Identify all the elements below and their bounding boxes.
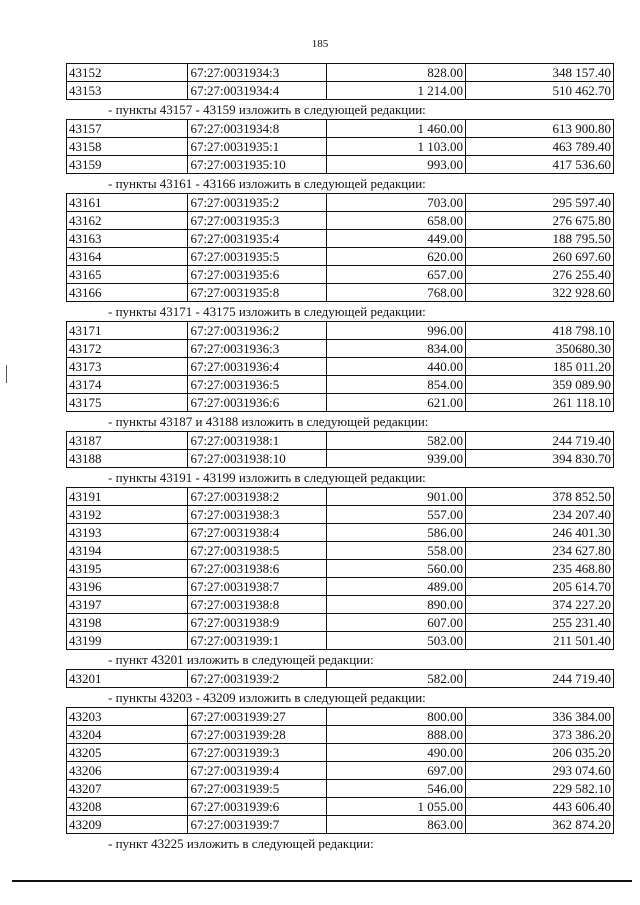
parcel-table bbox=[66, 487, 614, 650]
area-cell: 890.00 bbox=[327, 596, 466, 614]
parcel-table bbox=[66, 431, 614, 468]
area-cell: 1 055.00 bbox=[327, 798, 466, 816]
cadastral-value-cell: 373 386.20 bbox=[466, 726, 614, 744]
item-number-cell: 43172 bbox=[67, 340, 188, 358]
cadastral-number-cell: 67:27:0031936:5 bbox=[188, 376, 327, 394]
cadastral-number-cell: 67:27:0031936:2 bbox=[188, 322, 327, 340]
item-number-cell: 43164 bbox=[67, 248, 188, 266]
section-heading: - пункты 43187 и 43188 изложить в следующей редакции: bbox=[108, 414, 429, 429]
table-row bbox=[67, 358, 614, 376]
item-number-cell: 43193 bbox=[67, 524, 188, 542]
page-number: 185 bbox=[311, 38, 329, 50]
item-number-cell: 43204 bbox=[67, 726, 188, 744]
item-number-cell: 43205 bbox=[67, 744, 188, 762]
table-row bbox=[67, 614, 614, 632]
cadastral-number-cell: 67:27:0031939:4 bbox=[188, 762, 327, 780]
item-number-cell: 43191 bbox=[67, 488, 188, 506]
cadastral-value-cell: 336 384.00 bbox=[466, 708, 614, 726]
cadastral-value-cell: 613 900.80 bbox=[466, 120, 614, 138]
area-cell: 503.00 bbox=[327, 632, 466, 650]
item-number-cell: 43171 bbox=[67, 322, 188, 340]
section-heading: - пункт 43225 изложить в следующей редакции: bbox=[108, 836, 374, 851]
cadastral-value-cell: 418 798.10 bbox=[466, 322, 614, 340]
document-body bbox=[66, 63, 614, 853]
cadastral-number-cell: 67:27:0031939:27 bbox=[188, 708, 327, 726]
section-heading: - пункт 43201 изложить в следующей редакции: bbox=[108, 652, 374, 667]
cadastral-number-cell: 67:27:0031938:7 bbox=[188, 578, 327, 596]
area-cell: 901.00 bbox=[327, 488, 466, 506]
area-cell: 560.00 bbox=[327, 560, 466, 578]
area-cell: 996.00 bbox=[327, 322, 466, 340]
table-row bbox=[67, 266, 614, 284]
area-cell: 800.00 bbox=[327, 708, 466, 726]
cadastral-number-cell: 67:27:0031935:1 bbox=[188, 138, 327, 156]
table-row bbox=[67, 322, 614, 340]
cadastral-value-cell: 510 462.70 bbox=[466, 82, 614, 100]
cadastral-number-cell: 67:27:0031935:8 bbox=[188, 284, 327, 302]
table-row bbox=[67, 542, 614, 560]
table-row bbox=[67, 726, 614, 744]
area-cell: 582.00 bbox=[327, 432, 466, 450]
cadastral-value-cell: 185 011.20 bbox=[466, 358, 614, 376]
area-cell: 490.00 bbox=[327, 744, 466, 762]
table-row bbox=[67, 632, 614, 650]
table-row bbox=[67, 578, 614, 596]
table-row bbox=[67, 816, 614, 834]
cadastral-number-cell: 67:27:0031938:5 bbox=[188, 542, 327, 560]
table-row bbox=[67, 798, 614, 816]
area-cell: 621.00 bbox=[327, 394, 466, 412]
cadastral-value-cell: 348 157.40 bbox=[466, 64, 614, 82]
table-row bbox=[67, 340, 614, 358]
table-row bbox=[67, 506, 614, 524]
area-cell: 1 214.00 bbox=[327, 82, 466, 100]
footer-rule bbox=[12, 880, 632, 882]
table-row bbox=[67, 488, 614, 506]
area-cell: 1 460.00 bbox=[327, 120, 466, 138]
item-number-cell: 43196 bbox=[67, 578, 188, 596]
table-row bbox=[67, 230, 614, 248]
cadastral-value-cell: 362 874.20 bbox=[466, 816, 614, 834]
cadastral-number-cell: 67:27:0031935:10 bbox=[188, 156, 327, 174]
area-cell: 607.00 bbox=[327, 614, 466, 632]
area-cell: 489.00 bbox=[327, 578, 466, 596]
area-cell: 557.00 bbox=[327, 506, 466, 524]
item-number-cell: 43203 bbox=[67, 708, 188, 726]
cadastral-number-cell: 67:27:0031936:4 bbox=[188, 358, 327, 376]
area-cell: 854.00 bbox=[327, 376, 466, 394]
area-cell: 703.00 bbox=[327, 194, 466, 212]
parcel-table bbox=[66, 193, 614, 302]
item-number-cell: 43163 bbox=[67, 230, 188, 248]
cadastral-value-cell: 244 719.40 bbox=[466, 670, 614, 688]
area-cell: 828.00 bbox=[327, 64, 466, 82]
cadastral-number-cell: 67:27:0031939:28 bbox=[188, 726, 327, 744]
cadastral-number-cell: 67:27:0031934:8 bbox=[188, 120, 327, 138]
item-number-cell: 43152 bbox=[67, 64, 188, 82]
cadastral-number-cell: 67:27:0031938:1 bbox=[188, 432, 327, 450]
item-number-cell: 43194 bbox=[67, 542, 188, 560]
cadastral-value-cell: 350680.30 bbox=[466, 340, 614, 358]
section-heading: - пункты 43157 - 43159 изложить в следующей редакции: bbox=[108, 102, 426, 117]
cadastral-value-cell: 246 401.30 bbox=[466, 524, 614, 542]
table-row bbox=[67, 284, 614, 302]
cadastral-number-cell: 67:27:0031939:1 bbox=[188, 632, 327, 650]
item-number-cell: 43173 bbox=[67, 358, 188, 376]
cadastral-number-cell: 67:27:0031935:6 bbox=[188, 266, 327, 284]
area-cell: 768.00 bbox=[327, 284, 466, 302]
item-number-cell: 43199 bbox=[67, 632, 188, 650]
area-cell: 657.00 bbox=[327, 266, 466, 284]
cadastral-number-cell: 67:27:0031939:6 bbox=[188, 798, 327, 816]
parcel-table bbox=[66, 707, 614, 834]
item-number-cell: 43157 bbox=[67, 120, 188, 138]
cadastral-number-cell: 67:27:0031936:6 bbox=[188, 394, 327, 412]
table-row bbox=[67, 156, 614, 174]
area-cell: 888.00 bbox=[327, 726, 466, 744]
item-number-cell: 43207 bbox=[67, 780, 188, 798]
area-cell: 440.00 bbox=[327, 358, 466, 376]
section-heading: - пункты 43171 - 43175 изложить в следующей редакции: bbox=[108, 304, 426, 319]
cadastral-value-cell: 295 597.40 bbox=[466, 194, 614, 212]
item-number-cell: 43188 bbox=[67, 450, 188, 468]
item-number-cell: 43208 bbox=[67, 798, 188, 816]
area-cell: 658.00 bbox=[327, 212, 466, 230]
cadastral-value-cell: 443 606.40 bbox=[466, 798, 614, 816]
cadastral-number-cell: 67:27:0031935:5 bbox=[188, 248, 327, 266]
table-row bbox=[67, 670, 614, 688]
table-row bbox=[67, 762, 614, 780]
area-cell: 863.00 bbox=[327, 816, 466, 834]
item-number-cell: 43162 bbox=[67, 212, 188, 230]
cadastral-number-cell: 67:27:0031935:3 bbox=[188, 212, 327, 230]
cadastral-number-cell: 67:27:0031934:4 bbox=[188, 82, 327, 100]
cadastral-value-cell: 378 852.50 bbox=[466, 488, 614, 506]
cadastral-number-cell: 67:27:0031935:4 bbox=[188, 230, 327, 248]
area-cell: 558.00 bbox=[327, 542, 466, 560]
section-heading: - пункты 43203 - 43209 изложить в следующей редакции: bbox=[108, 690, 426, 705]
cadastral-number-cell: 67:27:0031936:3 bbox=[188, 340, 327, 358]
table-row bbox=[67, 248, 614, 266]
cadastral-value-cell: 205 614.70 bbox=[466, 578, 614, 596]
area-cell: 697.00 bbox=[327, 762, 466, 780]
item-number-cell: 43159 bbox=[67, 156, 188, 174]
table-row bbox=[67, 212, 614, 230]
cadastral-value-cell: 276 255.40 bbox=[466, 266, 614, 284]
item-number-cell: 43201 bbox=[67, 670, 188, 688]
cadastral-number-cell: 67:27:0031938:4 bbox=[188, 524, 327, 542]
item-number-cell: 43158 bbox=[67, 138, 188, 156]
area-cell: 449.00 bbox=[327, 230, 466, 248]
table-row bbox=[67, 596, 614, 614]
cadastral-number-cell: 67:27:0031939:3 bbox=[188, 744, 327, 762]
cadastral-value-cell: 261 118.10 bbox=[466, 394, 614, 412]
cadastral-number-cell: 67:27:0031938:6 bbox=[188, 560, 327, 578]
cadastral-value-cell: 234 627.80 bbox=[466, 542, 614, 560]
cadastral-value-cell: 206 035.20 bbox=[466, 744, 614, 762]
section-heading: - пункты 43191 - 43199 изложить в следующей редакции: bbox=[108, 470, 426, 485]
table-row bbox=[67, 780, 614, 798]
cadastral-number-cell: 67:27:0031939:2 bbox=[188, 670, 327, 688]
table-row bbox=[67, 64, 614, 82]
cadastral-value-cell: 234 207.40 bbox=[466, 506, 614, 524]
cadastral-value-cell: 276 675.80 bbox=[466, 212, 614, 230]
cadastral-value-cell: 255 231.40 bbox=[466, 614, 614, 632]
table-row bbox=[67, 394, 614, 412]
area-cell: 834.00 bbox=[327, 340, 466, 358]
item-number-cell: 43187 bbox=[67, 432, 188, 450]
cadastral-value-cell: 260 697.60 bbox=[466, 248, 614, 266]
cadastral-number-cell: 67:27:0031938:10 bbox=[188, 450, 327, 468]
table-row bbox=[67, 120, 614, 138]
cadastral-value-cell: 322 928.60 bbox=[466, 284, 614, 302]
cadastral-value-cell: 293 074.60 bbox=[466, 762, 614, 780]
cadastral-value-cell: 374 227.20 bbox=[466, 596, 614, 614]
table-row bbox=[67, 560, 614, 578]
cadastral-number-cell: 67:27:0031934:3 bbox=[188, 64, 327, 82]
cadastral-value-cell: 211 501.40 bbox=[466, 632, 614, 650]
parcel-table bbox=[66, 119, 614, 174]
item-number-cell: 43161 bbox=[67, 194, 188, 212]
item-number-cell: 43166 bbox=[67, 284, 188, 302]
table-row bbox=[67, 432, 614, 450]
table-row bbox=[67, 138, 614, 156]
cadastral-value-cell: 417 536.60 bbox=[466, 156, 614, 174]
cadastral-value-cell: 229 582.10 bbox=[466, 780, 614, 798]
section-heading: - пункты 43161 - 43166 изложить в следующей редакции: bbox=[108, 176, 426, 191]
area-cell: 993.00 bbox=[327, 156, 466, 174]
parcel-table bbox=[66, 321, 614, 412]
table-row bbox=[67, 708, 614, 726]
table-row bbox=[67, 450, 614, 468]
area-cell: 1 103.00 bbox=[327, 138, 466, 156]
parcel-table bbox=[66, 669, 614, 688]
area-cell: 546.00 bbox=[327, 780, 466, 798]
parcel-table bbox=[66, 63, 614, 100]
item-number-cell: 43175 bbox=[67, 394, 188, 412]
table-row bbox=[67, 82, 614, 100]
area-cell: 586.00 bbox=[327, 524, 466, 542]
cadastral-value-cell: 394 830.70 bbox=[466, 450, 614, 468]
cadastral-number-cell: 67:27:0031938:3 bbox=[188, 506, 327, 524]
cadastral-number-cell: 67:27:0031938:8 bbox=[188, 596, 327, 614]
cadastral-number-cell: 67:27:0031938:2 bbox=[188, 488, 327, 506]
cadastral-value-cell: 463 789.40 bbox=[466, 138, 614, 156]
table-row bbox=[67, 744, 614, 762]
cadastral-value-cell: 235 468.80 bbox=[466, 560, 614, 578]
area-cell: 620.00 bbox=[327, 248, 466, 266]
item-number-cell: 43195 bbox=[67, 560, 188, 578]
item-number-cell: 43209 bbox=[67, 816, 188, 834]
item-number-cell: 43206 bbox=[67, 762, 188, 780]
area-cell: 582.00 bbox=[327, 670, 466, 688]
item-number-cell: 43153 bbox=[67, 82, 188, 100]
item-number-cell: 43198 bbox=[67, 614, 188, 632]
table-row bbox=[67, 376, 614, 394]
cadastral-value-cell: 188 795.50 bbox=[466, 230, 614, 248]
area-cell: 939.00 bbox=[327, 450, 466, 468]
item-number-cell: 43165 bbox=[67, 266, 188, 284]
item-number-cell: 43192 bbox=[67, 506, 188, 524]
table-row bbox=[67, 194, 614, 212]
item-number-cell: 43197 bbox=[67, 596, 188, 614]
table-row bbox=[67, 524, 614, 542]
cadastral-number-cell: 67:27:0031935:2 bbox=[188, 194, 327, 212]
margin-mark bbox=[6, 365, 7, 383]
cadastral-number-cell: 67:27:0031938:9 bbox=[188, 614, 327, 632]
cadastral-number-cell: 67:27:0031939:5 bbox=[188, 780, 327, 798]
cadastral-value-cell: 244 719.40 bbox=[466, 432, 614, 450]
item-number-cell: 43174 bbox=[67, 376, 188, 394]
cadastral-number-cell: 67:27:0031939:7 bbox=[188, 816, 327, 834]
cadastral-value-cell: 359 089.90 bbox=[466, 376, 614, 394]
